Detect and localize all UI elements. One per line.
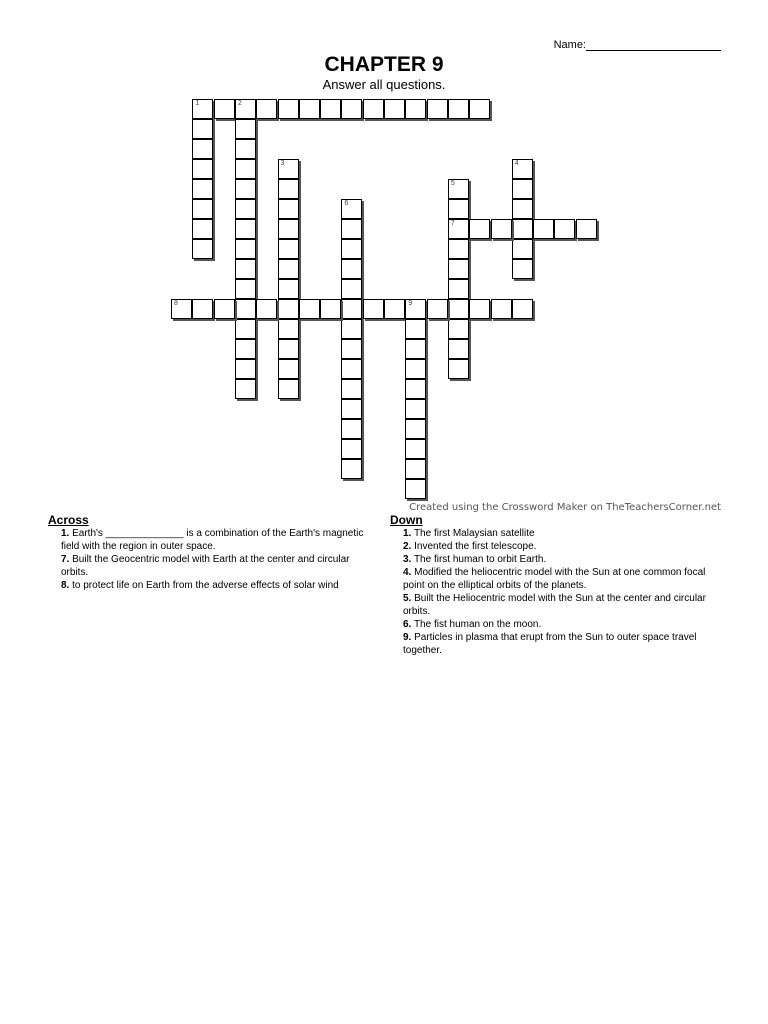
clue-down-6 [390,618,720,631]
crossword-cell[interactable] [363,99,384,119]
crossword-cell[interactable] [448,299,469,319]
clue-down-3 [390,553,720,566]
crossword-cell[interactable] [278,239,299,259]
page-title: CHAPTER 9 [324,53,444,76]
crossword-cell[interactable] [341,279,362,299]
clue-across-7 [48,553,378,579]
clue-text: Modified the heliocentric model with the Sun at one common focal point on the elliptical orbits of the planets. [403,567,706,591]
crossword-cell[interactable] [341,339,362,359]
clue-text: to protect life on Earth from the adverse effects of solar wind [72,580,339,591]
crossword-cell[interactable] [341,219,362,239]
crossword-cell[interactable] [448,239,469,259]
crossword-cell[interactable] [299,299,320,319]
cell-number: 7 [450,220,455,227]
cell-number: 1 [195,100,200,107]
crossword-cell[interactable] [235,199,256,219]
crossword-cell[interactable] [469,299,490,319]
crossword-cell[interactable] [405,299,426,319]
cell-number: 8 [174,300,178,307]
crossword-cell[interactable] [405,459,426,479]
crossword-cell[interactable] [278,99,299,119]
name-field[interactable] [554,38,721,51]
crossword-cell[interactable] [576,219,597,239]
clue-number: 1. [403,528,412,539]
crossword-cell[interactable] [384,299,405,319]
page-subtitle: Answer all questions. [322,77,446,92]
crossword-cell[interactable] [278,259,299,279]
clue-number: 1. [61,528,70,539]
crossword-cell[interactable] [192,119,213,139]
crossword-cell[interactable] [405,399,426,419]
crossword-cell[interactable] [448,359,469,379]
crossword-cell[interactable] [341,419,362,439]
clue-text: Invented the first telescope. [414,541,537,552]
crossword-cell[interactable] [235,159,256,179]
clue-down-2 [390,540,720,553]
clue-number: 3. [403,554,412,565]
crossword-cell[interactable] [448,179,469,199]
clue-text: Built the Heliocentric model with the Sun at the center and circular orbits. [403,593,706,617]
crossword-cell[interactable] [235,239,256,259]
crossword-cell[interactable] [341,259,362,279]
clue-number: 6. [403,619,412,630]
clue-text: The fist human on the moon. [413,619,542,630]
crossword-cell[interactable] [341,319,362,339]
clue-down-4 [390,566,720,592]
crossword-cell[interactable] [384,99,405,119]
crossword-cell[interactable] [405,339,426,359]
crossword-cell[interactable] [512,239,533,259]
crossword-cell[interactable] [235,219,256,239]
crossword-cell[interactable] [405,359,426,379]
crossword-cell[interactable] [491,219,512,239]
crossword-cell[interactable] [448,199,469,219]
clue-number: 7. [61,554,70,565]
cell-number: 4 [514,160,519,167]
clue-down-5 [390,592,720,618]
crossword-cell[interactable] [448,319,469,339]
crossword-cell[interactable] [427,99,448,119]
clue-text: Earth's ______________ is a combination of the Earth's magnetic field with the region in outer space. [61,528,364,552]
crossword-cell[interactable] [512,159,533,179]
crossword-cell[interactable] [363,299,384,319]
crossword-cell[interactable] [235,359,256,379]
crossword-cell[interactable] [320,99,341,119]
crossword-cell[interactable] [192,299,213,319]
clue-text: The first human to orbit Earth. [413,554,547,565]
crossword-cell[interactable] [278,219,299,239]
crossword-cell[interactable] [192,239,213,259]
crossword-cell[interactable] [405,319,426,339]
crossword-cell[interactable] [235,179,256,199]
crossword-cell[interactable] [278,159,299,179]
crossword-cell[interactable] [554,219,575,239]
crossword-cell[interactable] [214,99,235,119]
crossword-cell[interactable] [235,259,256,279]
crossword-cell[interactable] [512,179,533,199]
crossword-cell[interactable] [448,99,469,119]
clue-down-1 [390,527,720,540]
crossword-cell[interactable] [192,219,213,239]
crossword-cell[interactable] [341,439,362,459]
crossword-cell[interactable] [341,99,362,119]
crossword-cell[interactable] [512,299,533,319]
credit-text: Created using the Crossword Maker on TheTeachersCorner.net [409,502,721,513]
crossword-cell[interactable] [512,199,533,219]
crossword-cell[interactable] [341,199,362,219]
clue-text: The first Malaysian satellite [413,528,535,539]
cell-number: 9 [408,300,413,307]
clue-text: Built the Geocentric model with Earth at the center and circular orbits. [61,554,350,578]
crossword-cell[interactable] [256,99,277,119]
crossword-cell[interactable] [278,339,299,359]
crossword-cell[interactable] [278,359,299,379]
crossword-cell[interactable] [320,299,341,319]
crossword-cell[interactable] [469,219,490,239]
crossword-cell[interactable] [278,319,299,339]
crossword-cell[interactable] [341,299,362,319]
crossword-cell[interactable] [469,99,490,119]
cell-number: 3 [280,160,285,167]
down-heading: Down [390,513,423,527]
crossword-cell[interactable] [448,259,469,279]
crossword-cell[interactable] [235,139,256,159]
crossword-cell[interactable] [278,299,299,319]
crossword-cell[interactable] [341,459,362,479]
crossword-cell[interactable] [256,299,277,319]
crossword-cell[interactable] [235,319,256,339]
crossword-cell[interactable] [512,219,533,239]
crossword-cell[interactable] [512,259,533,279]
across-clues [48,513,378,592]
crossword-cell[interactable] [192,199,213,219]
cell-number: 2 [237,100,242,107]
clue-number: 8. [61,580,70,591]
crossword-cell[interactable] [214,299,235,319]
clue-down-9 [390,631,720,657]
clue-number: 2. [403,541,412,552]
clue-number: 9. [403,632,412,643]
crossword-cell[interactable] [491,299,512,319]
crossword-cell[interactable] [341,379,362,399]
clue-text: Particles in plasma that erupt from the Sun to outer space travel together. [403,632,697,656]
down-clues [390,513,720,657]
crossword-cell[interactable] [235,299,256,319]
crossword-cell[interactable] [341,399,362,419]
cell-number: 5 [450,180,455,187]
name-blank-line[interactable] [586,38,721,51]
crossword-cell[interactable] [405,419,426,439]
clue-across-8 [48,579,378,592]
crossword-cell[interactable] [235,119,256,139]
crossword-cell[interactable] [235,379,256,399]
crossword-cell[interactable] [192,179,213,199]
crossword-cell[interactable] [171,299,192,319]
crossword-cell[interactable] [341,239,362,259]
name-label: Name: [553,39,586,51]
clue-number: 5. [403,593,412,604]
crossword-cell[interactable] [405,99,426,119]
across-heading: Across [48,513,89,527]
crossword-cell[interactable] [533,219,554,239]
crossword-cell[interactable] [341,359,362,379]
crossword-cell[interactable] [192,139,213,159]
crossword-cell[interactable] [448,219,469,239]
crossword-cell[interactable] [405,439,426,459]
clue-number: 4. [403,567,412,578]
crossword-cell[interactable] [427,299,448,319]
crossword-cell[interactable] [448,279,469,299]
crossword-cell[interactable] [278,379,299,399]
crossword-cell[interactable] [405,479,426,499]
crossword-cell[interactable] [235,99,256,119]
crossword-cell[interactable] [235,279,256,299]
cell-number: 6 [344,200,349,207]
crossword-cell[interactable] [278,199,299,219]
clue-across-1 [48,527,378,553]
crossword-cell[interactable] [235,339,256,359]
crossword-cell[interactable] [405,379,426,399]
crossword-cell[interactable] [448,339,469,359]
crossword-cell[interactable] [299,99,320,119]
crossword-cell[interactable] [192,99,213,119]
crossword-cell[interactable] [192,159,213,179]
crossword-cell[interactable] [278,179,299,199]
crossword-cell[interactable] [278,279,299,299]
